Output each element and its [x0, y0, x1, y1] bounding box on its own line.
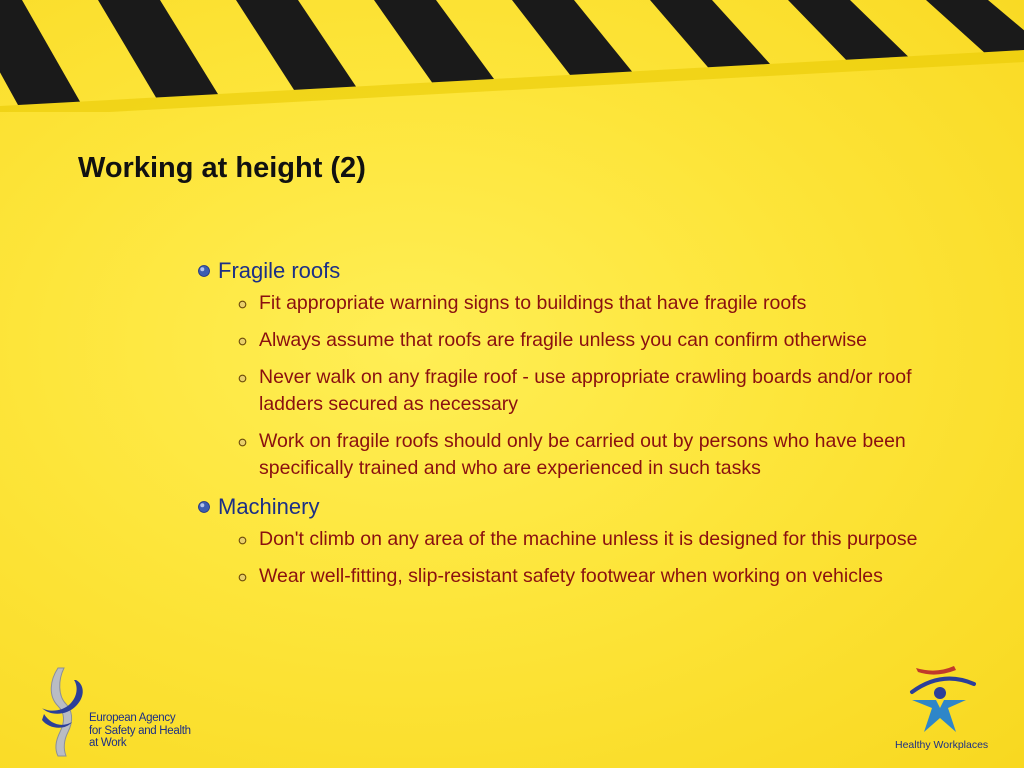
list-item-text: Always assume that roofs are fragile unless you can confirm otherwise — [259, 329, 868, 351]
hazard-stripe — [512, 0, 632, 75]
agency-logo-text — [89, 712, 191, 750]
list-item — [196, 290, 949, 317]
circle-bullet-icon — [238, 438, 247, 447]
section-heading-machinery — [196, 492, 956, 522]
circle-bullet-icon — [238, 374, 247, 383]
hazard-stripe — [650, 0, 770, 67]
healthy-workplaces-label: Healthy Workplaces — [895, 739, 989, 751]
list-item-text: Work on fragile roofs should only be carried out by persons who have been specifically trained and who are experienced in such tasks — [259, 430, 906, 479]
list-item-text: Never walk on any fragile roof - use appropriate crawling boards and/or roof ladders secured as necessary — [259, 366, 912, 415]
section-heading-label: Fragile roofs — [218, 258, 341, 283]
hazard-stripe — [0, 0, 80, 105]
agency-name-line: for Safety and Health — [89, 724, 191, 737]
list-item — [196, 364, 949, 418]
agency-name-line: at Work — [89, 737, 127, 749]
machinery-list — [196, 526, 956, 590]
circle-bullet-icon — [238, 300, 247, 309]
hazard-stripes — [0, 0, 1024, 112]
blue-sphere-bullet-icon — [198, 265, 210, 277]
section-heading-fragile-roofs — [196, 256, 956, 286]
list-item-text: Wear well-fitting, slip-resistant safety footwear when working on vehicles — [259, 565, 883, 587]
bullet-content — [196, 256, 956, 600]
list-item — [196, 428, 949, 482]
blue-sphere-bullet-icon — [198, 501, 210, 513]
list-item-text: Fit appropriate warning signs to buildings that have fragile roofs — [259, 292, 807, 314]
agency-name-line: European Agency — [89, 712, 176, 724]
healthy-workplaces-logo-icon — [906, 660, 980, 734]
circle-bullet-icon — [238, 536, 247, 545]
hazard-stripe — [98, 0, 218, 97]
hazard-stripe — [236, 0, 356, 90]
list-item — [196, 526, 949, 553]
list-item — [196, 563, 949, 590]
slide-title: Working at height (2) — [78, 152, 366, 184]
list-item — [196, 327, 949, 354]
hazard-stripe — [788, 0, 908, 60]
circle-bullet-icon — [238, 337, 247, 346]
section-heading-label: Machinery — [218, 494, 320, 519]
fragile-roofs-list — [196, 290, 956, 482]
hazard-stripe — [374, 0, 494, 82]
hazard-stripe — [926, 0, 1024, 52]
circle-bullet-icon — [238, 573, 247, 582]
list-item-text: Don't climb on any area of the machine unless it is designed for this purpose — [259, 528, 918, 550]
